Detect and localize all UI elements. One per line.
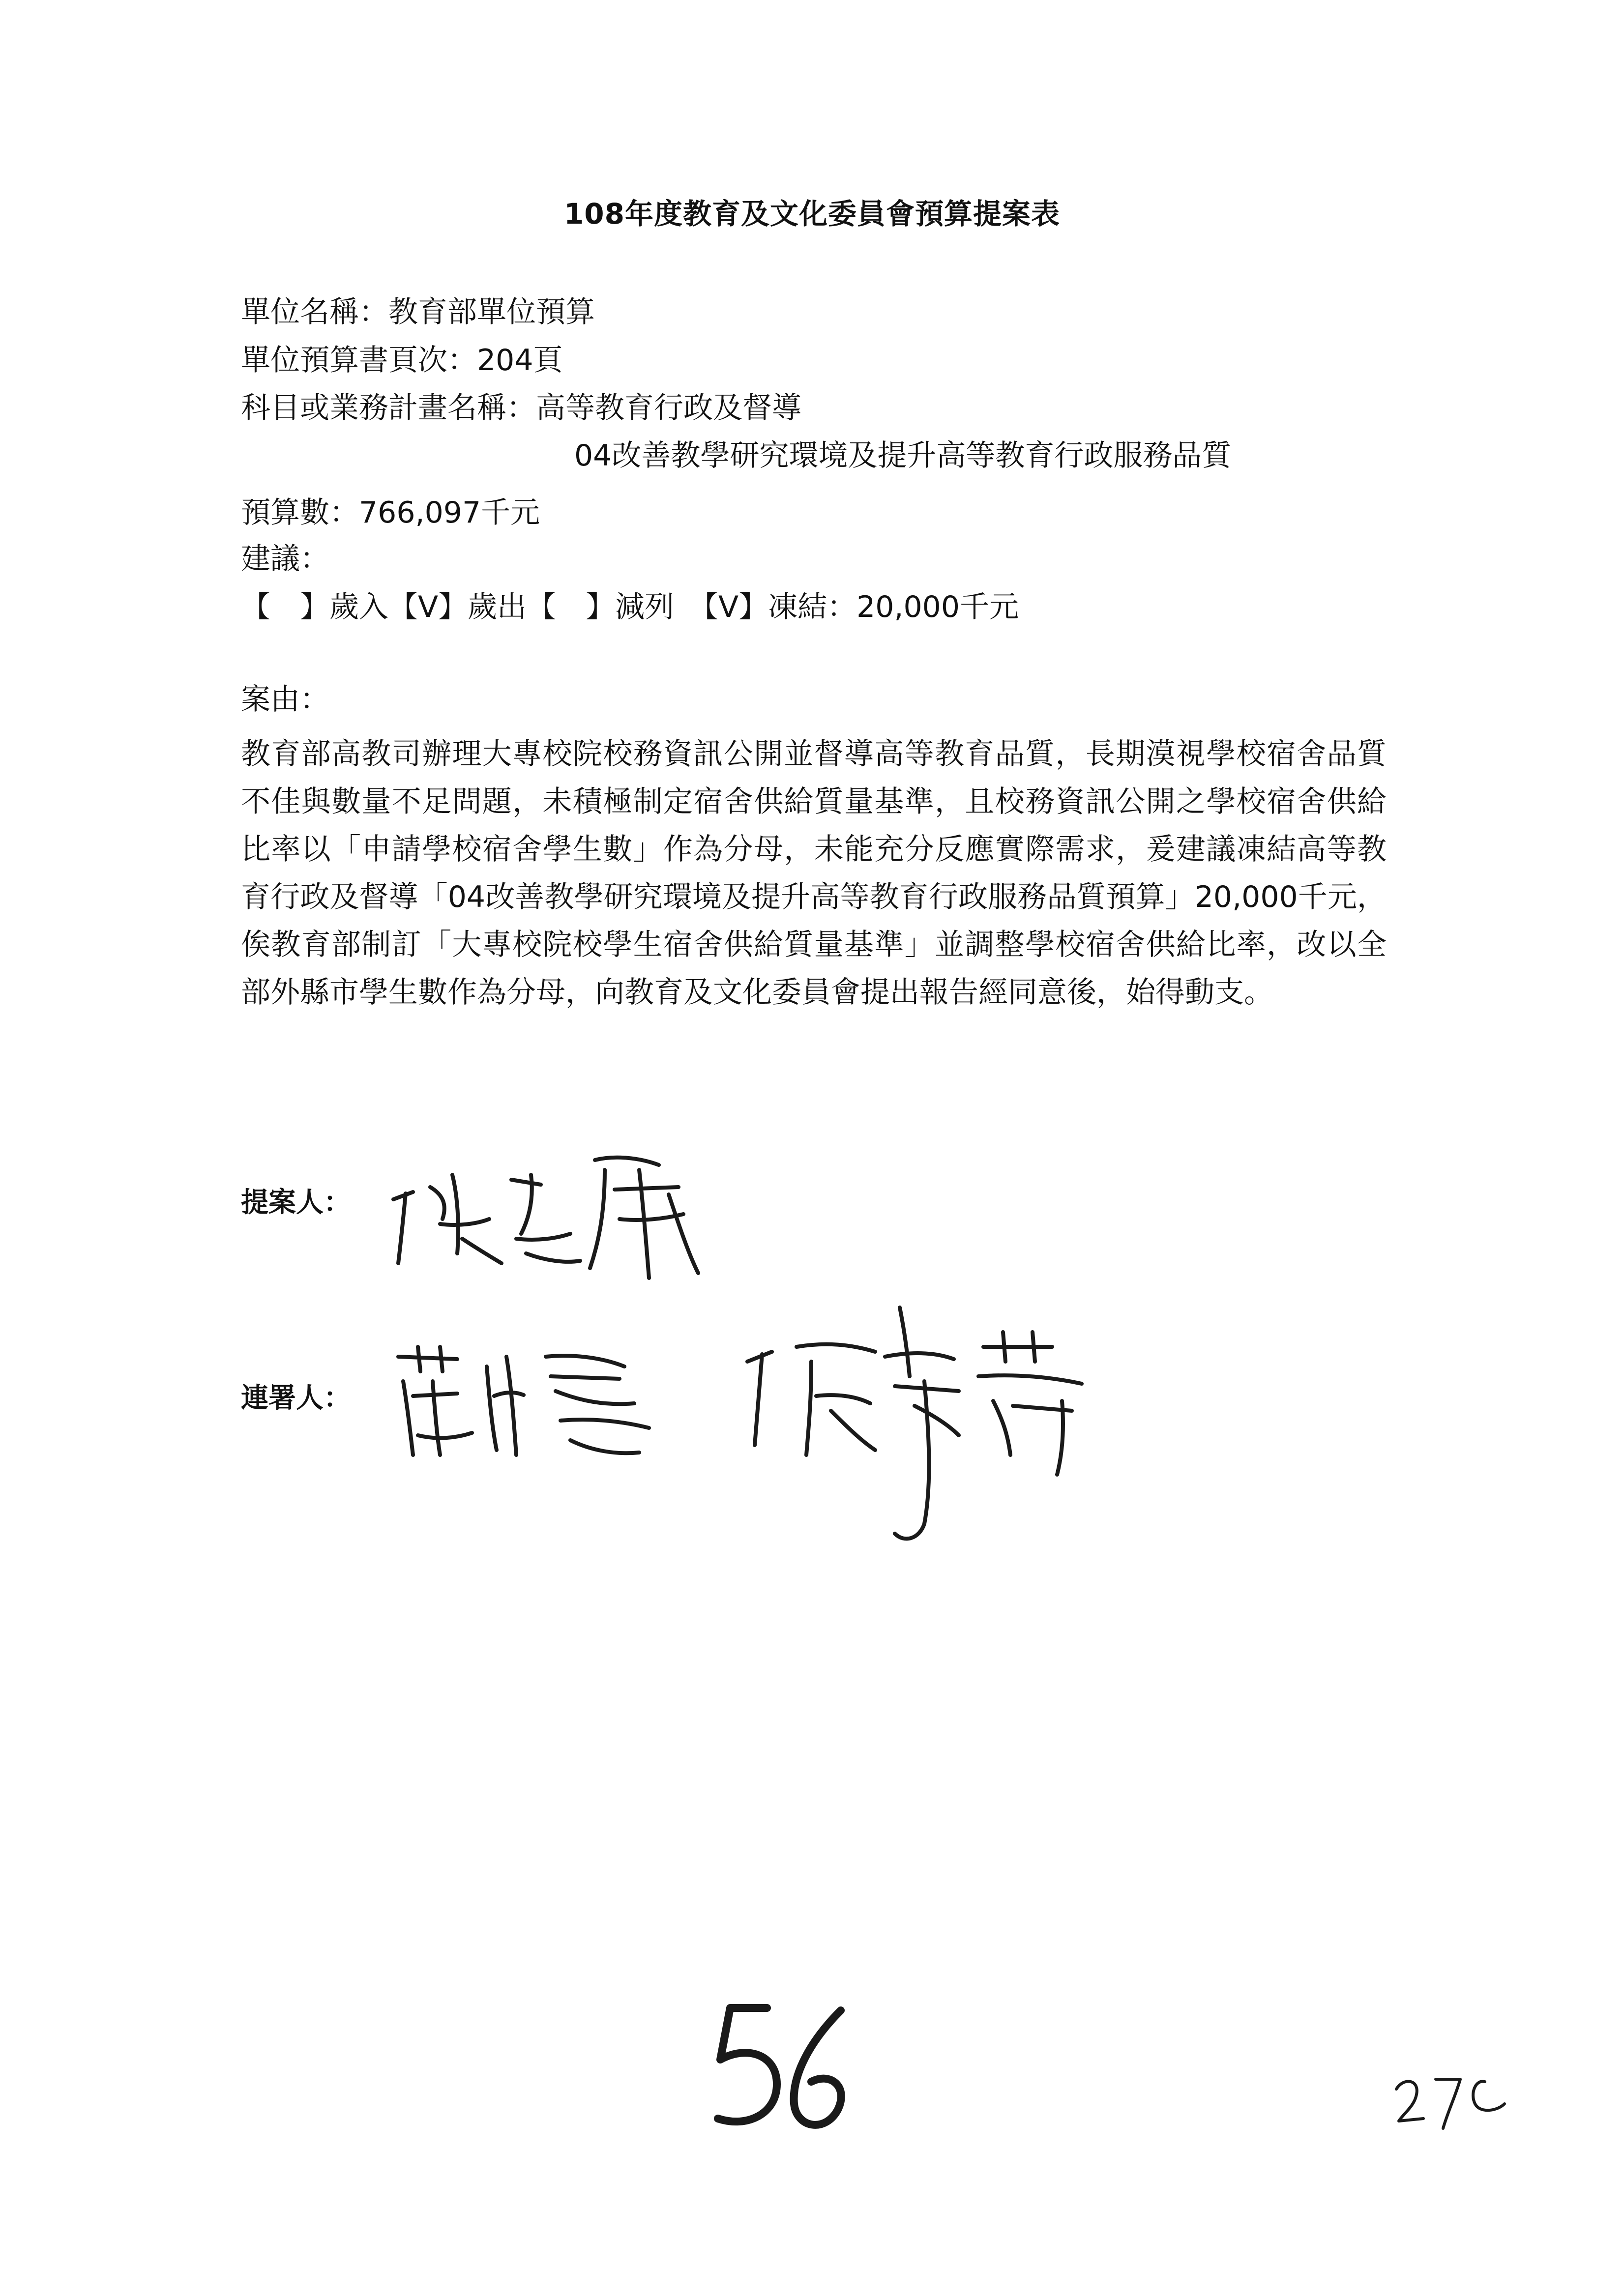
proposer-signature [384, 1140, 718, 1288]
page-reference-field: 單位預算書頁次：204頁 [241, 343, 563, 378]
program-name-field: 科目或業務計畫名稱：高等教育行政及督導 [241, 391, 801, 425]
cosigner-signature-2 [738, 1278, 1141, 1553]
program-item-field: 04改善教學研究環境及提升高等教育行政服務品質 [574, 438, 1232, 473]
budget-amount-field: 預算數：766,097千元 [241, 495, 540, 530]
handwritten-corner-note [1387, 2060, 1514, 2133]
suggestion-label: 建議： [241, 542, 329, 576]
cosigner-signature-1 [384, 1337, 669, 1465]
handwritten-page-number [693, 1986, 856, 2143]
cosigner-label: 連署人： [241, 1382, 351, 1414]
proposer-label: 提案人： [241, 1187, 351, 1219]
suggestion-options: 【 】歲入【V】歲出【 】減列 【V】凍結：20,000千元 [241, 590, 1019, 624]
reason-paragraph: 教育部高教司辦理大專校院校務資訊公開並督導高等教育品質，長期漠視學校宿舍品質不佳與數量不足問題，未積極制定宿舍供給質量基準，且校務資訊公開之學校宿舍供給比率以「申請學校宿舍學生數」作為分母，未能充分反應實際需求，爰建議凍結高等教育行政及督導「04改善教學研究環境及提升高等教育行政服務品質預算」20,000千元，俟教育部制訂「大專校院校學生宿舍供給質量基準」並調整學校宿舍供給比率，改以全部外縣市學生數作為分母，向教育及文化委員會提出報告經同意後，始得動支。 [241, 737, 1387, 1010]
reason-label: 案由： [241, 682, 329, 717]
document-title: 108年度教育及文化委員會預算提案表 [563, 197, 1061, 231]
unit-name-field: 單位名稱：教育部單位預算 [241, 295, 595, 329]
